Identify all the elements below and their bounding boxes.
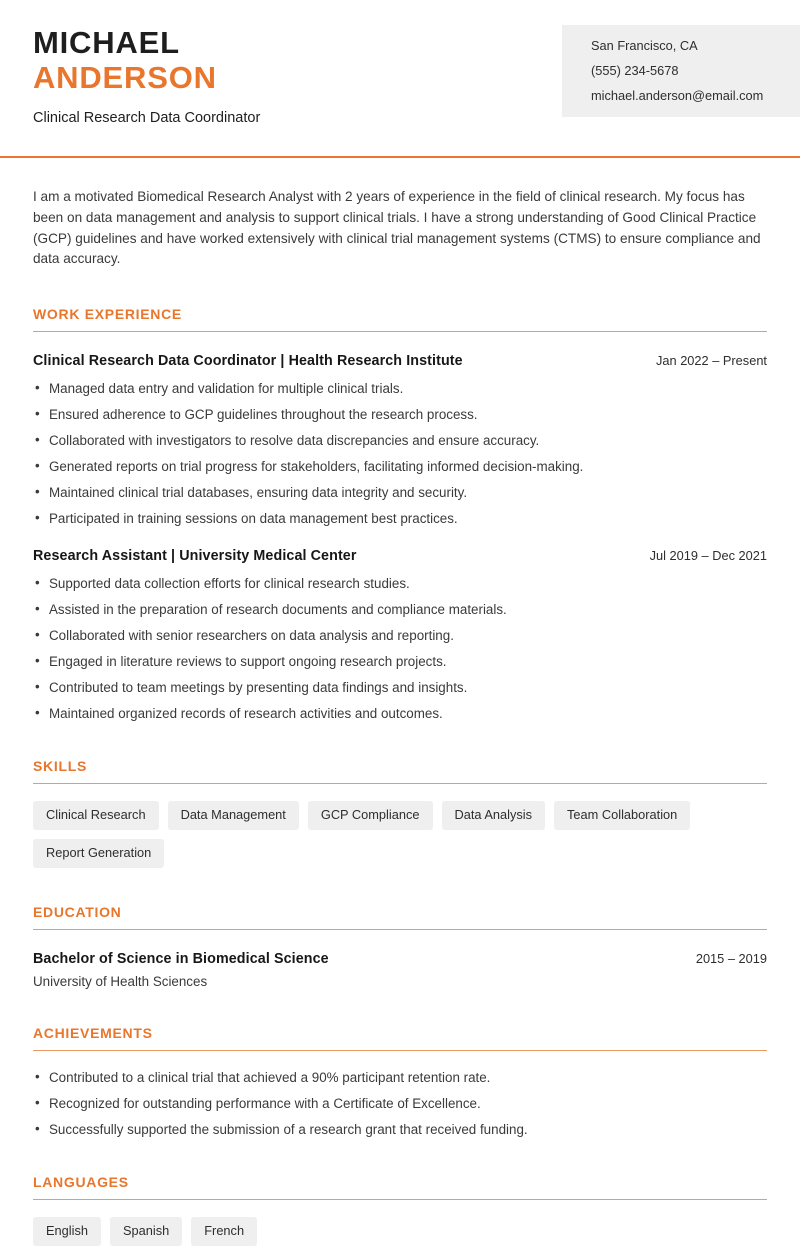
languages-tag-row [33, 1217, 767, 1246]
job-bullet: • Collaborated with senior researchers on data analysis and reporting. [33, 627, 767, 644]
skill-tag: Clinical Research [33, 801, 159, 830]
job-bullet: • Supported data collection efforts for clinical research studies. [33, 575, 767, 592]
job-bullet: • Managed data entry and validation for multiple clinical trials. [33, 380, 767, 397]
job-dates: Jan 2022 – Present [656, 353, 767, 369]
language-tag: English [33, 1217, 101, 1246]
job-bullet: • Ensured adherence to GCP guidelines throughout the research process. [33, 406, 767, 423]
contact-location: San Francisco, CA [591, 38, 698, 53]
job-entry [33, 353, 767, 527]
achievement-list [33, 1069, 767, 1138]
professional-title: Clinical Research Data Coordinator [33, 110, 261, 127]
job-bullet: • Contributed to team meetings by presenting data findings and insights. [33, 679, 767, 696]
education-heading: EDUCATION [33, 903, 122, 920]
skill-tag: GCP Compliance [308, 801, 433, 830]
job-bullet: • Assisted in the preparation of research documents and compliance materials. [33, 601, 767, 618]
job-bullet-list [33, 380, 767, 527]
achievement-bullet: • Contributed to a clinical trial that achieved a 90% participant retention rate. [33, 1069, 767, 1086]
achievement-bullet: • Successfully supported the submission of a research grant that received funding. [33, 1121, 767, 1138]
job-bullet: • Engaged in literature reviews to support ongoing research projects. [33, 653, 767, 670]
job-title: Research Assistant | University Medical Center [33, 548, 357, 565]
job-dates: Jul 2019 – Dec 2021 [649, 548, 767, 564]
skill-tag: Team Collaboration [554, 801, 690, 830]
job-bullet: • Generated reports on trial progress for stakeholders, facilitating informed decision-making. [33, 458, 767, 475]
section-languages [0, 1174, 800, 1246]
job-bullet: • Participated in training sessions on data management best practices. [33, 510, 767, 527]
skill-tag: Data Management [168, 801, 299, 830]
job-header [33, 548, 767, 564]
job-bullet: • Maintained clinical trial databases, ensuring data integrity and security. [33, 484, 767, 501]
contact-phone: (555) 234-5678 [591, 62, 679, 78]
contact-card [562, 25, 800, 117]
achievement-bullet: • Recognized for outstanding performance with a Certificate of Excellence. [33, 1095, 767, 1112]
section-work-experience [0, 306, 800, 722]
skills-tag-row [33, 801, 767, 868]
resume-header [0, 0, 800, 126]
section-rule [33, 331, 767, 332]
section-rule [33, 783, 767, 784]
section-education [0, 904, 800, 989]
section-achievements [0, 1025, 800, 1138]
section-rule [33, 1199, 767, 1200]
education-dates: 2015 – 2019 [695, 950, 767, 966]
work-experience-heading: WORK EXPERIENCE [33, 306, 182, 323]
job-bullet-list [33, 575, 767, 722]
language-tag: French [191, 1217, 257, 1246]
job-bullet: • Collaborated with investigators to resolve data discrepancies and ensure accuracy. [33, 432, 767, 449]
job-entry [33, 548, 767, 722]
education-entry [33, 951, 767, 989]
job-bullet: • Maintained organized records of research activities and outcomes. [33, 705, 767, 722]
first-name: MICHAEL [33, 25, 180, 60]
achievements-heading: ACHIEVEMENTS [33, 1024, 153, 1041]
last-name: ANDERSON [33, 59, 217, 95]
contact-email: michael.anderson@email.com [591, 87, 764, 103]
job-title: Clinical Research Data Coordinator | Health Research Institute [33, 353, 463, 370]
skill-tag: Report Generation [33, 839, 164, 868]
skills-heading: SKILLS [33, 758, 87, 775]
school-name: University of Health Sciences [33, 973, 208, 989]
education-header [33, 951, 767, 967]
section-rule [33, 929, 767, 930]
section-skills [0, 758, 800, 868]
section-rule [33, 1050, 767, 1051]
languages-heading: LANGUAGES [33, 1173, 129, 1190]
summary-text: I am a motivated Biomedical Research Analyst with 2 years of experience in the field of clinical research. My focus has been on data management and analysis to support clinical trials. I have a strong understanding of Good Clinical Practice (GCP) guidelines and have worked extensively with clinical trial management systems (CTMS) to ensure compliance and data accuracy. [33, 189, 761, 267]
job-header [33, 353, 767, 369]
degree-title: Bachelor of Science in Biomedical Science [33, 950, 329, 967]
skill-tag: Data Analysis [442, 801, 546, 830]
language-tag: Spanish [110, 1217, 182, 1246]
